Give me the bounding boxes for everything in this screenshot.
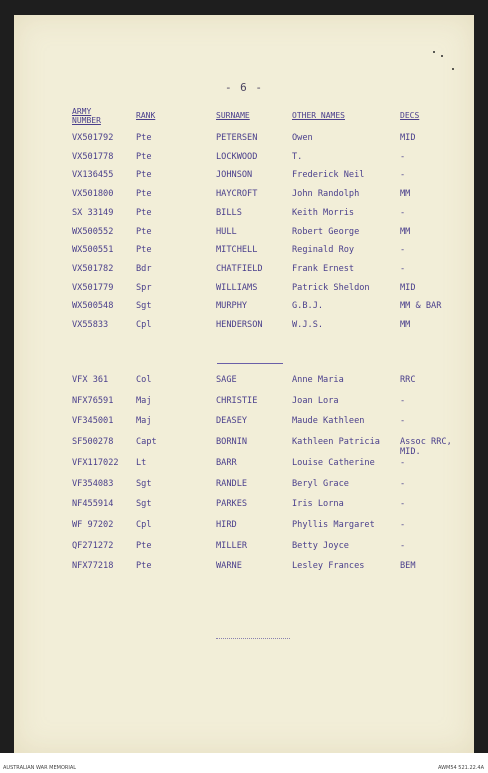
cell-other-names: Maude Kathleen [292, 416, 365, 427]
cell-army-number: SF500278 [72, 437, 114, 448]
cell-other-names: G.B.J. [292, 301, 324, 312]
cell-other-names: Joan Lora [292, 395, 339, 406]
cell-decorations: - [400, 170, 406, 181]
cell-decorations: - [400, 395, 406, 406]
cell-other-names: Betty Joyce [292, 540, 349, 551]
cell-rank: Bdr [136, 263, 152, 274]
cell-rank: Pte [136, 561, 152, 572]
cell-surname: HULL [216, 226, 237, 237]
cell-rank: Maj [136, 416, 152, 427]
footer-institution: AUSTRALIAN WAR MEMORIAL [3, 765, 77, 771]
cell-surname: CHRISTIE [216, 395, 258, 406]
cell-surname: CHATFIELD [216, 263, 263, 274]
cell-other-names: Anne Maria [292, 375, 344, 385]
cell-surname: MITCHELL [216, 245, 258, 256]
document-page [14, 15, 474, 753]
cell-army-number: NF455914 [72, 499, 114, 510]
cell-army-number: VFX 361 [72, 375, 109, 385]
cell-surname: SAGE [216, 375, 237, 385]
cell-surname: JOHNSON [216, 170, 253, 181]
header-army-number: ARMY NUMBER [72, 107, 101, 125]
cell-decorations: MID [400, 133, 416, 143]
cell-army-number: VF354083 [72, 478, 114, 489]
paper-specks [429, 41, 459, 71]
cell-decorations: BEM [400, 561, 416, 572]
cell-rank: Lt [136, 457, 147, 468]
cell-army-number: VX501800 [72, 189, 114, 200]
cell-rank: Sgt [136, 301, 152, 312]
cell-decorations: RRC [400, 375, 416, 385]
cell-army-number: VFX117022 [72, 457, 119, 468]
cell-decorations: - [400, 151, 406, 162]
cell-other-names: Lesley Frances [292, 561, 365, 572]
cell-decorations: Assoc RRC, MID. [400, 437, 452, 458]
cell-surname: LOCKWOOD [216, 151, 258, 162]
cell-rank: Capt [136, 437, 157, 448]
cell-rank: Pte [136, 151, 152, 162]
header-surname: SURNAME [216, 111, 250, 120]
cell-other-names: Owen [292, 133, 313, 143]
cell-decorations: - [400, 540, 406, 551]
cell-surname: BORNIN [216, 437, 248, 448]
cell-decorations: MID [400, 282, 416, 293]
cell-surname: RANDLE [216, 478, 248, 489]
footer-reference: AWM54 521.22.4A [437, 765, 484, 771]
cell-army-number: VX55833 [72, 320, 109, 330]
cell-decorations: - [400, 478, 406, 489]
cell-army-number: VX136455 [72, 170, 114, 181]
cell-rank: Col [136, 375, 152, 385]
cell-surname: HENDERSON [216, 320, 263, 330]
cell-army-number: WX500548 [72, 301, 114, 312]
cell-other-names: Louise Catherine [292, 457, 375, 468]
cell-other-names: Reginald Roy [292, 245, 355, 256]
cell-army-number: NFX77218 [72, 561, 114, 572]
cell-surname: PARKES [216, 499, 248, 510]
cell-rank: Pte [136, 207, 152, 218]
cell-other-names: Robert George [292, 226, 360, 237]
cell-rank: Spr [136, 282, 152, 293]
cell-army-number: WF 97202 [72, 519, 114, 530]
cell-other-names: Beryl Grace [292, 478, 349, 489]
cell-rank: Cpl [136, 519, 152, 530]
cell-decorations: - [400, 499, 406, 510]
cell-rank: Pte [136, 226, 152, 237]
cell-surname: DEASEY [216, 416, 248, 427]
end-mark [216, 638, 290, 639]
cell-rank: Pte [136, 245, 152, 256]
section-divider [217, 363, 283, 364]
cell-surname: BILLS [216, 207, 242, 218]
cell-decorations: - [400, 519, 406, 530]
cell-army-number: VX501792 [72, 133, 114, 143]
cell-other-names: W.J.S. [292, 320, 324, 330]
cell-rank: Cpl [136, 320, 152, 330]
page-number: - 6 - [224, 81, 264, 94]
cell-army-number: SX 33149 [72, 207, 114, 218]
cell-decorations: - [400, 207, 406, 218]
cell-decorations: MM [400, 226, 411, 237]
cell-surname: HAYCROFT [216, 189, 258, 200]
cell-rank: Sgt [136, 478, 152, 489]
cell-other-names: Phyllis Margaret [292, 519, 375, 530]
cell-surname: MILLER [216, 540, 248, 551]
cell-other-names: John Randolph [292, 189, 360, 200]
cell-army-number: NFX76591 [72, 395, 114, 406]
cell-decorations: MM [400, 189, 411, 200]
cell-decorations: - [400, 245, 406, 256]
header-other-names: OTHER NAMES [292, 111, 345, 120]
cell-decorations: MM & BAR [400, 301, 442, 312]
archive-footer [0, 753, 488, 773]
cell-surname: HIRD [216, 519, 237, 530]
cell-rank: Pte [136, 189, 152, 200]
cell-surname: PETERSEN [216, 133, 258, 143]
cell-decorations: - [400, 416, 406, 427]
cell-rank: Maj [136, 395, 152, 406]
cell-surname: BARR [216, 457, 237, 468]
cell-rank: Pte [136, 540, 152, 551]
cell-rank: Sgt [136, 499, 152, 510]
cell-decorations: MM [400, 320, 411, 330]
cell-army-number: WX500551 [72, 245, 114, 256]
cell-army-number: VX501782 [72, 263, 114, 274]
cell-surname: WILLIAMS [216, 282, 258, 293]
cell-surname: MURPHY [216, 301, 248, 312]
cell-other-names: T. [292, 151, 303, 162]
cell-other-names: Iris Lorna [292, 499, 344, 510]
cell-army-number: VX501779 [72, 282, 114, 293]
header-decs: DECS [400, 111, 420, 120]
cell-rank: Pte [136, 133, 152, 143]
header-rank: RANK [136, 111, 156, 120]
cell-army-number: VF345001 [72, 416, 114, 427]
cell-other-names: Patrick Sheldon [292, 282, 370, 293]
cell-army-number: VX501778 [72, 151, 114, 162]
cell-other-names: Frank Ernest [292, 263, 355, 274]
cell-army-number: QF271272 [72, 540, 114, 551]
cell-other-names: Frederick Neil [292, 170, 365, 181]
cell-other-names: Kathleen Patricia [292, 437, 380, 448]
cell-decorations: - [400, 263, 406, 274]
cell-rank: Pte [136, 170, 152, 181]
cell-army-number: WX500552 [72, 226, 114, 237]
cell-surname: WARNE [216, 561, 242, 572]
cell-other-names: Keith Morris [292, 207, 355, 218]
cell-decorations: - [400, 457, 406, 468]
